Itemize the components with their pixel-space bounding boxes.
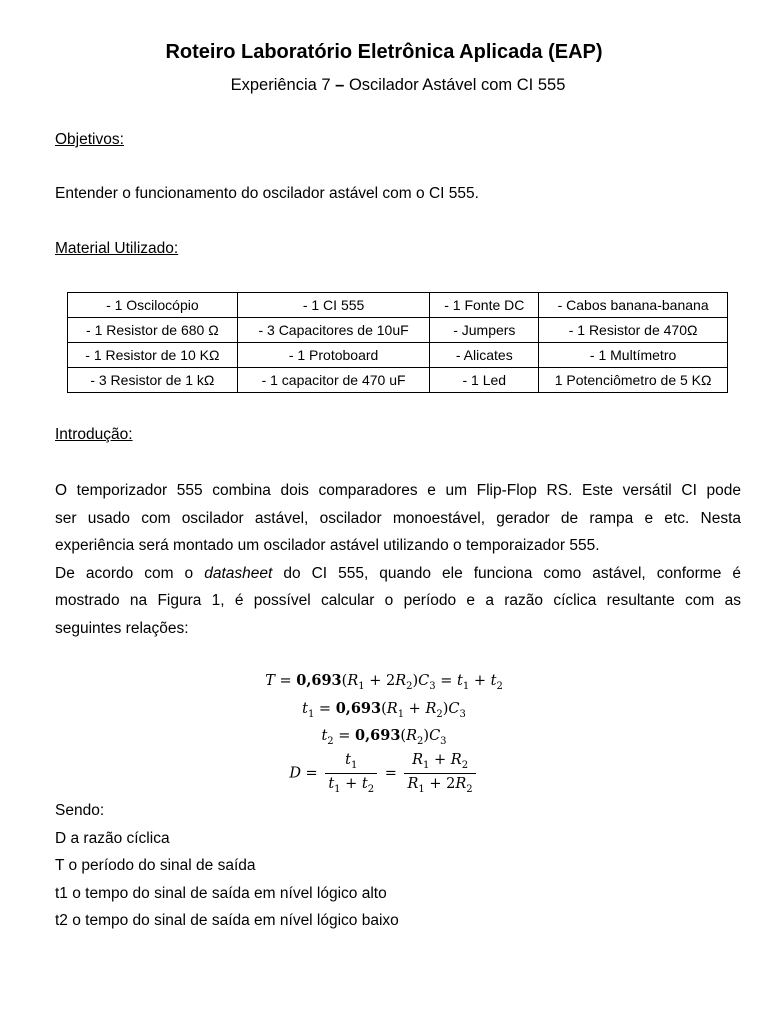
subtitle-suffix: Oscilador Astável com CI 555	[344, 76, 566, 94]
material-table-cell: - 1 Fonte DC	[430, 293, 539, 318]
subtitle-prefix: Experiência 7	[230, 76, 336, 94]
material-table-cell: - 1 CI 555	[237, 293, 430, 318]
material-table-cell: - Cabos banana-banana	[539, 293, 728, 318]
intro-line: mostrado na Figura 1, é possível calcular o período e a razão cíclica resultante com as	[55, 592, 741, 609]
material-table-cell: - 1 Resistor de 10 KΩ	[68, 343, 238, 368]
material-table-row	[68, 293, 728, 318]
definition-item: t1 o tempo do sinal de saída em nível lógico alto	[55, 885, 387, 902]
material-table-cell: - 1 Protoboard	[237, 343, 430, 368]
equation-period: $T = 0,693(R_1 + 2R_2)C_3 = t_1 + t_2$	[265, 672, 503, 692]
intro-text: De acordo com o	[55, 564, 205, 582]
objetivos-heading: Objetivos:	[55, 131, 124, 148]
material-table-cell: - 1 Resistor de 470Ω	[539, 318, 728, 343]
intro-line: experiência será montado um oscilador astável utilizando o temporaizador 555.	[55, 537, 600, 554]
equation-duty-cycle: D = $\frac{t_1}{t_1 + t_2}$ = $\frac{R_1 + R_2}{R_1 + 2R_2}$	[0, 752, 768, 795]
equation-t2: $t_2 = 0,693(R_2)C_3$	[321, 727, 447, 747]
material-table-row	[68, 318, 728, 343]
definition-item: D a razão cíclica	[55, 830, 170, 847]
equation-t1: $t_1 = 0,693(R_1 + R_2)C_3$	[302, 700, 466, 720]
material-table-cell: 1 Potenciômetro de 5 KΩ	[539, 368, 728, 393]
introducao-paragraph	[55, 477, 741, 642]
sendo-label: Sendo:	[55, 802, 105, 819]
datasheet-term: datasheet	[204, 564, 273, 582]
definition-item: t2 o tempo do sinal de saída em nível lógico baixo	[55, 912, 399, 929]
introducao-heading: Introdução:	[55, 426, 133, 443]
material-table-cell: - 3 Capacitores de 10uF	[237, 318, 430, 343]
material-table-row	[68, 343, 728, 368]
material-table-cell: - Jumpers	[430, 318, 539, 343]
document-subtitle	[14, 76, 768, 95]
material-table-cell: - Alicates	[430, 343, 539, 368]
material-table-cell: - 1 Multímetro	[539, 343, 728, 368]
intro-line: O temporizador 555 combina dois comparadores e um Flip-Flop RS. Este versátil CI pode	[55, 482, 741, 499]
definition-item: T o período do sinal de saída	[55, 857, 256, 874]
material-table-cell: - 1 capacitor de 470 uF	[237, 368, 430, 393]
material-table-cell: - 1 Led	[430, 368, 539, 393]
material-table-row	[68, 368, 728, 393]
intro-line: seguintes relações:	[55, 619, 189, 637]
subtitle-dash: –	[335, 76, 345, 94]
objetivos-text: Entender o funcionamento do oscilador astável com o CI 555.	[55, 185, 479, 202]
document-title: Roteiro Laboratório Eletrônica Aplicada (EAP)	[165, 41, 603, 63]
intro-line: ser usado com oscilador astável, oscilador monoestável, gerador de rampa e etc. Nesta	[55, 509, 741, 527]
material-table-cell: - 1 Oscilocópio	[68, 293, 238, 318]
material-table	[67, 292, 728, 393]
material-table-cell: - 3 Resistor de 1 kΩ	[68, 368, 238, 393]
intro-text: do CI 555, quando ele funciona como astável, conforme é	[272, 564, 741, 582]
intro-line	[55, 560, 741, 588]
material-heading: Material Utilizado:	[55, 240, 179, 257]
material-table-cell: - 1 Resistor de 680 Ω	[68, 318, 238, 343]
